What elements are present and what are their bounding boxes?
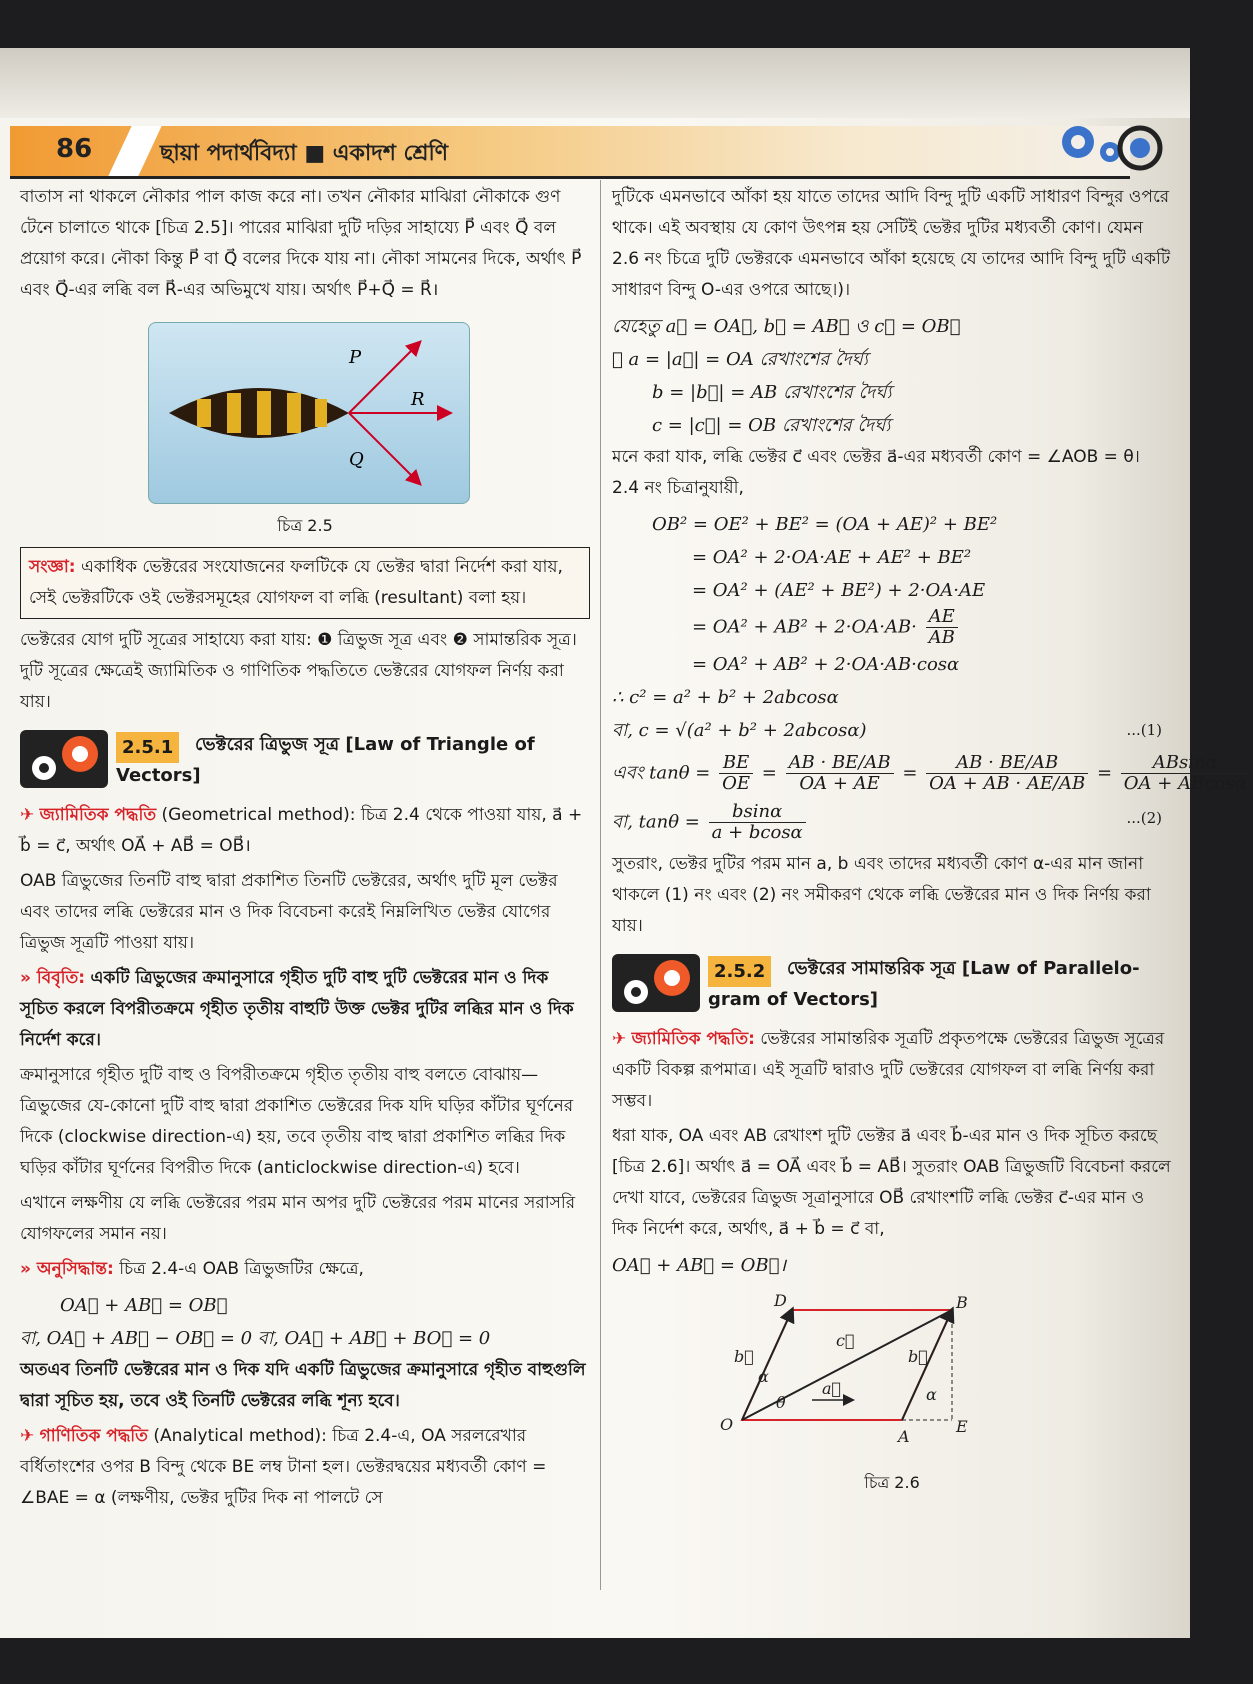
ae-over-ab-fraction [926, 607, 958, 648]
paper-plane-icon: ✈ [20, 805, 35, 825]
geometric-method-text: (Geometrical method): চিত্র 2.4 থেকে পাওয়া যায়, a⃗ + b⃗ = c⃗, অর্থাৎ OA⃗ + AB⃗ = OB⃗। [20, 805, 583, 856]
equation-tag-1: ...(1) [1126, 721, 1162, 739]
tan-lead: এবং tanθ = [612, 762, 711, 784]
section-number: 2.5.1 [116, 732, 179, 763]
fraction-numerator: AE [926, 607, 958, 628]
zero-resultant-paragraph: অতএব তিনটি ভেক্টরের মান ও দিক যদি একটি ত্রিভুজের ক্রমানুসারে গৃহীত বাহুগুলি দ্বারা সূচিত হয়, তবে ওই তিনটি ভেক্টরের লব্ধি শূন্য হবে। [20, 1360, 586, 1411]
page-header [10, 126, 1130, 179]
geometric-method-text: ভেক্টরের সামান্তরিক সূত্রটি প্রকৃতপক্ষে ভেক্টরের ত্রিভুজ সূত্রের একটি বিকল্প রূপমাত্র। এই সূত্রটি দ্বারাও দুটি ভেক্টরের যোগফল বা লব্ধি নির্ণয় করা সম্ভব। [612, 1029, 1165, 1111]
section-title-continued: gram of Vectors] [708, 989, 879, 1010]
denominator: OA + AB · AE/AB [929, 773, 1086, 794]
paper-plane-icon: ✈ [20, 1426, 35, 1446]
corollary-text: চিত্র 2.4-এ OAB ত্রিভুজটির ক্ষেত্রে, [119, 1259, 364, 1279]
gear-icon [612, 954, 702, 1012]
denominator: a + bcosα [711, 822, 803, 843]
statement-paragraph [20, 963, 590, 1056]
figure-2-5-caption: চিত্র 2.5 [277, 516, 333, 535]
angle-alpha-left: α [758, 1367, 769, 1386]
tan2-lead: বা, tanθ = [612, 811, 700, 833]
derivation-step-4-text: = OA² + AB² + 2·OA·AB· [692, 616, 917, 638]
geometric-method-heading: জ্যামিতিক পদ্ধতি [39, 805, 157, 825]
resultant-magnitude-text: বা, c = √(a² + b² + 2abcosα) [612, 720, 867, 741]
figure-2-6-caption: চিত্র 2.6 [864, 1473, 920, 1492]
vertex-o: O [720, 1415, 734, 1434]
tan-theta-equation: এবং tanθ = $\frac{BE}{OE}$ = $\frac{AB \cdot BE/AB}{OA + AE}$ = $\frac{AB \cdot BE/AB}{OA + AB \cdot AE/AB}$ = $\frac{ABsin\alpha}{OA + ABcos\alpha}$ [612, 753, 1172, 794]
page-top-shadow [0, 48, 1190, 118]
header-divider-stripe [108, 126, 161, 176]
derivation-step-2: = OA² + 2·OA·AE + AE² + BE² [692, 547, 972, 568]
left-column [20, 182, 590, 1518]
force-p-label: P [349, 347, 362, 368]
angle-definition-paragraph: দুটিকে এমনভাবে আঁকা হয় যাতে তাদের আদি বিন্দু দুটি একটি সাধারণ বিন্দুর ওপরে থাকে। এই অবস্থায় যে কোণ উৎপন্ন হয় সেটিই ভেক্টর দুটির মধ্যবর্তী কোণ। যেমন 2.6 নং চিত্রে দুটি ভেক্টরকে এমনভাবে আঁকা হয়েছে যে তাদের আদি বিন্দু দুটি একটি সাধারণ বিন্দু O-এর ওপরে আছে।)। [612, 187, 1171, 300]
since-line: যেহেতু a⃗ = OA⃗, b⃗ = AB⃗ ও c⃗ = OB⃗ [612, 316, 961, 337]
angle-theta: θ [776, 1393, 786, 1412]
definition-box [20, 547, 590, 619]
frac-4 [1121, 753, 1250, 794]
parallelogram-setup-paragraph: ধরা যাক, OA এবং AB রেখাংশ দুটি ভেক্টর a⃗ এবং b⃗-এর মান ও দিক সূচিত করছে [চিত্র 2.6]। অর্থাৎ a⃗ = OA⃗ এবং b⃗ = AB⃗। সুতরাং OAB ত্রিভুজটি বিবেচনা করলে দেখা যাবে, ভেক্টরের ত্রিভুজ সূত্রানুসারে OB⃗ রেখাংশটি লব্ধি ভেক্টর c⃗-এর মান ও দিক নির্দেশ করে, অর্থাৎ, a⃗ + b⃗ = c⃗ বা, [612, 1126, 1171, 1239]
frac-be-oe [719, 753, 753, 794]
vertex-b: B [956, 1293, 968, 1312]
numerator: ABsinα [1121, 753, 1250, 774]
definition-text: একাধিক ভেক্টরের সংযোজনের ফলটিকে যে ভেক্টর দ্বারা নির্দেশ করা যায়, সেই ভেক্টরটিকে ওই ভেক্টরসমূহের যোগফল বা লব্ধি (resultant) বলা হয়। [29, 557, 563, 608]
vector-a-label: a⃗ [822, 1379, 842, 1398]
denominator: OA + ABcosα [1123, 773, 1247, 794]
derivation-step-5: = OA² + AB² + 2·OA·AB·cosα [692, 654, 960, 675]
column-divider [600, 180, 601, 1590]
conclusion-paragraph: সুতরাং, ভেক্টর দুটির পরম মান a, b এবং তাদের মধ্যবর্তী কোণ α-এর মান জানা থাকলে (1) নং এবং (2) নং সমীকরণ থেকে লব্ধি ভেক্টরের মান ও দিক নির্ণয় করা যায়। [612, 854, 1151, 936]
section-title-continued: Vectors] [116, 765, 201, 786]
cosine-law: ∴ c² = a² + b² + 2abcosα [612, 687, 839, 708]
analytical-method-paragraph [20, 1421, 590, 1514]
figure-2-5 [148, 322, 470, 504]
note-paragraph: এখানে লক্ষণীয় যে লব্ধি ভেক্টরের পরম মান অপর দুটি ভেক্টরের পরম মানের সরাসরি যোগফলের সমান নয়। [20, 1193, 576, 1244]
magnitude-b: b = |b⃗| = AB রেখাংশের দৈর্ঘ্য [652, 382, 892, 403]
analytical-method-text: (Analytical method): চিত্র 2.4-এ, OA সরলরেখার বর্ধিতাংশের ওপর B বিন্দু থেকে BE লম্ব টানা হল। ভেক্টরদ্বয়ের মধ্যবর্তী কোণ = ∠BAE = α (লক্ষণীয়, ভেক্টর দুটির দিক না পালটে সে [20, 1426, 547, 1508]
magnitude-a: ∴ a = |a⃗| = OA রেখাংশের দৈর্ঘ্য [612, 349, 869, 370]
clockwise-paragraph: ক্রমানুসারে গৃহীত দুটি বাহু ও বিপরীতক্রমে গৃহীত তৃতীয় বাহু বলতে বোঝায়—ত্রিভুজের যে-কোনো দুটি বাহু দ্বারা প্রকাশিত ভেক্টরের দিক যদি ঘড়ির কাঁটার ঘূর্ণনের দিকে (clockwise direction-এ) হয়, তবে তৃতীয় বাহু দ্বারা প্রকাশিত লব্ধির দিক ঘড়ির কাঁটার ঘূর্ণনের বিপরীত দিকে (anticlockwise direction-এ) হবে। [20, 1065, 574, 1178]
book-title: ছায়া পদার্থবিদ্যা ■ একাদশ শ্রেণি [160, 141, 449, 166]
vertex-a: A [898, 1427, 910, 1446]
statement-text: একটি ত্রিভুজের ক্রমানুসারে গৃহীত দুটি বাহু দুটি ভেক্টরের মান ও দিক সূচিত করলে বিপরীতক্রমে গৃহীত তৃতীয় বাহুটি উক্ত ভেক্টর দুটির লব্ধির মান ও দিক নির্দেশ করে। [20, 968, 574, 1050]
denominator: OE [722, 773, 751, 794]
figure-2-6 [712, 1290, 1072, 1492]
section-title: ভেক্টরের সামান্তরিক সূত্র [Law of Parallelo- [787, 958, 1140, 979]
resultant-angle-paragraph: মনে করা যাক, লব্ধি ভেক্টর c⃗ এবং ভেক্টর a⃗-এর মধ্যবর্তী কোণ = ∠AOB = θ। 2.4 নং চিত্রানুযায়ী, [612, 447, 1140, 498]
derivation-step-3: = OA² + (AE² + BE²) + 2·OA·AE [692, 580, 986, 601]
gear-icon [20, 730, 110, 788]
derivation-block [612, 508, 1172, 681]
addition-methods-paragraph: ভেক্টরের যোগ দুটি সূত্রের সাহায্যে করা যায়: ❶ ত্রিভুজ সূত্র এবং ❷ সামান্তরিক সূত্র। দুটি সূত্রের ক্ষেত্রেই জ্যামিতিক ও গাণিতিক পদ্ধতিতে ভেক্টরের যোগফল নির্ণয় করা যায়। [20, 630, 577, 712]
intro-paragraph: বাতাস না থাকলে নৌকার পাল কাজ করে না। তখন নৌকার মাঝিরা নৌকাকে গুণ টেনে চালাতে থাকে [চিত্র 2.5]। পারের মাঝিরা দুটি দড়ির সাহায্যে P⃗ এবং Q⃗ বল প্রয়োগ করে। নৌকা কিন্তু P⃗ বা Q⃗ বলের দিকে যায় না। নৌকা সামনের দিকে, অর্থাৎ P⃗ এবং Q⃗-এর লব্ধি বল R⃗-এর অভিমুখে যায়। অর্থাৎ P⃗+Q⃗ = R⃗। [20, 187, 582, 300]
force-r-label: R [411, 389, 425, 410]
corollary-paragraph [20, 1254, 590, 1285]
parallelogram-equation: OA⃗ + AB⃗ = OB⃗। [612, 1255, 787, 1276]
triangle-explanation: OAB ত্রিভুজের তিনটি বাহু দ্বারা প্রকাশিত তিনটি ভেক্টরের, অর্থাৎ দুটি মূল ভেক্টর এবং তাদের লব্ধি ভেক্টরের মান ও দিক বিবেচনা করেই নিম্নলিখিত ভেক্টর যোগের ত্রিভুজ সূত্রটি পাওয়া যায়। [20, 871, 558, 953]
parallelogram-geometric-paragraph [612, 1024, 1172, 1117]
gear-logo-icon [1050, 112, 1160, 182]
parallelogram-diagram [712, 1290, 1072, 1450]
denominator: OA + AE [799, 773, 880, 794]
corollary-equation-1: OA⃗ + AB⃗ = OB⃗ [60, 1295, 228, 1316]
corollary-heading: » অনুসিদ্ধান্ত: [20, 1259, 114, 1279]
vector-c-label: c⃗ [836, 1331, 855, 1350]
geometric-method-paragraph [20, 800, 590, 862]
corollary-equation-2: বা, OA⃗ + AB⃗ − OB⃗ = 0 বা, OA⃗ + AB⃗ + BO⃗ = 0 [20, 1328, 491, 1349]
paper-plane-icon: ✈ [612, 1029, 627, 1049]
boat-diagram [149, 323, 469, 503]
tan-theta-simplified [612, 802, 1172, 843]
force-q-label: Q [349, 449, 364, 470]
statement-heading: » বিবৃতি: [20, 968, 86, 988]
numerator: AB · BE/AB [926, 753, 1088, 774]
numerator: AB · BE/AB [786, 753, 894, 774]
analytical-method-heading: গাণিতিক পদ্ধতি [39, 1426, 148, 1446]
angle-alpha-right: α [926, 1385, 937, 1404]
fraction-denominator: AB [928, 627, 955, 648]
section-number: 2.5.2 [708, 956, 771, 987]
derivation-step-4 [652, 607, 1172, 648]
numerator: BE [719, 753, 753, 774]
section-2-5-2-header [612, 950, 1172, 1016]
page-number: 86 [56, 134, 93, 164]
equation-tag-2: ...(2) [1126, 809, 1162, 827]
definition-heading: সংজ্ঞা: [29, 557, 76, 577]
frac-3 [926, 753, 1088, 794]
frac-bsin-over [709, 802, 806, 843]
derivation-step-1: OB² = OE² + BE² = (OA + AE)² + BE² [652, 514, 998, 535]
geometric-method-heading: জ্যামিতিক পদ্ধতি: [631, 1029, 755, 1049]
vector-b-label-left: b⃗ [734, 1347, 754, 1366]
numerator: bsinα [709, 802, 806, 823]
vector-b-label-right: b⃗ [908, 1347, 928, 1366]
section-2-5-1-header [20, 726, 590, 792]
vertex-d: D [774, 1291, 787, 1310]
magnitude-c: c = |c⃗| = OB রেখাংশের দৈর্ঘ্য [652, 415, 891, 436]
section-title: ভেক্টরের ত্রিভুজ সূত্র [Law of Triangle of [195, 734, 535, 755]
frac-2 [786, 753, 894, 794]
point-e: E [956, 1417, 968, 1436]
resultant-magnitude-equation [612, 714, 1172, 747]
